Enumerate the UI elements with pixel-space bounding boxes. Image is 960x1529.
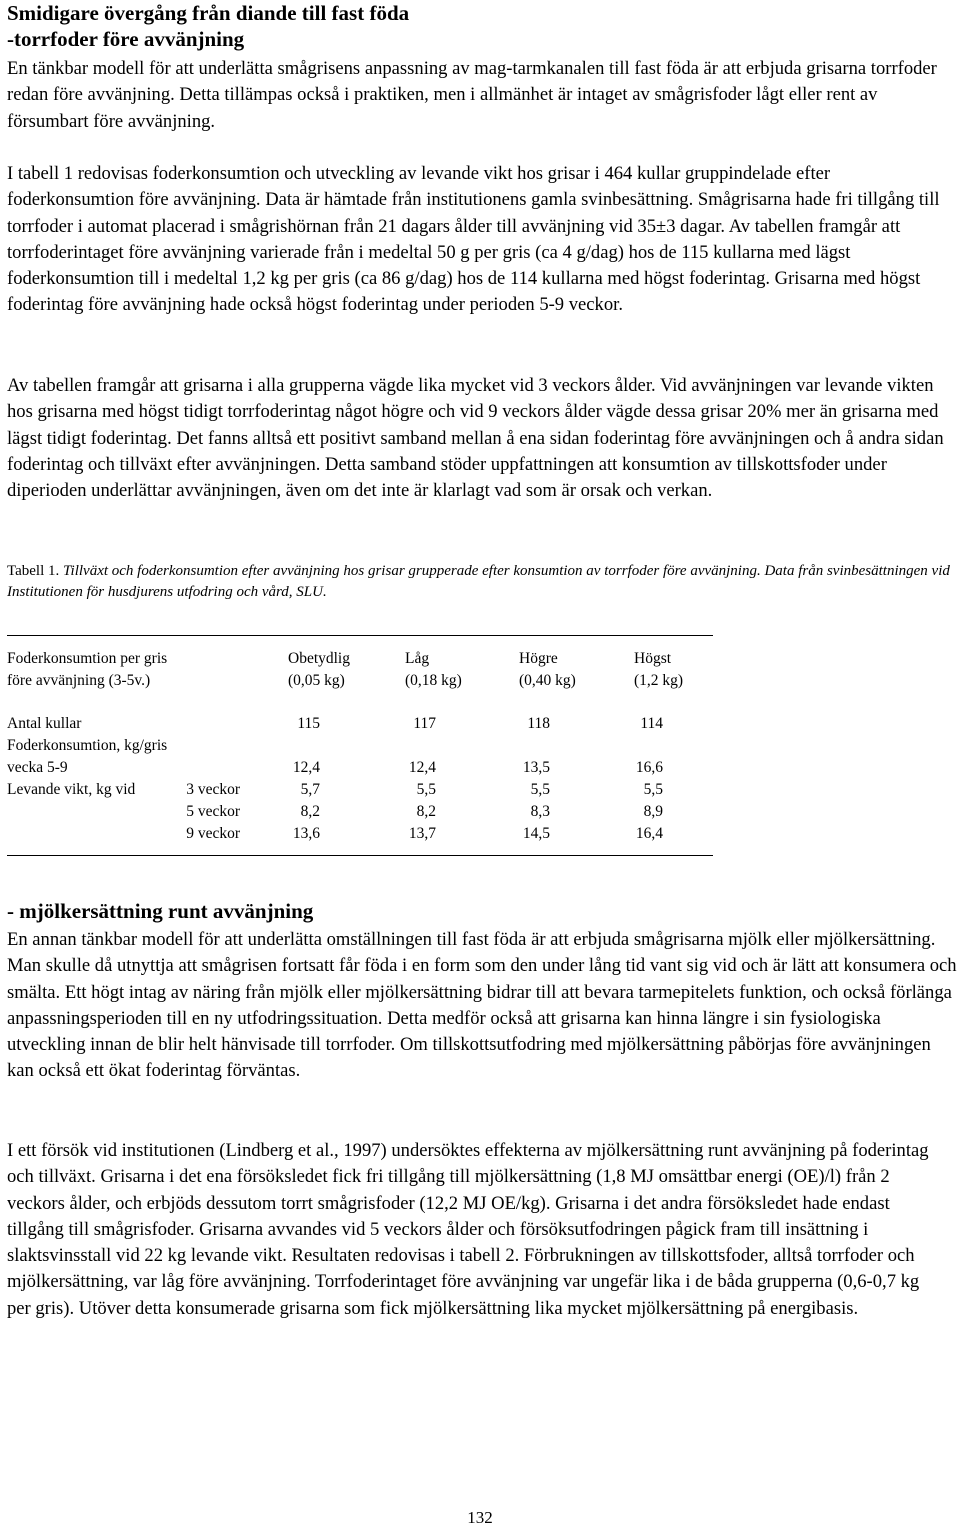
table-cell: 5,5 [416, 781, 436, 798]
table-cell: 12,4 [408, 759, 436, 776]
section-heading-2: - mjölkersättning runt avvänjning [7, 899, 314, 923]
table-cell: 16,4 [635, 825, 663, 842]
paragraph-3: Av tabellen framgår att grisarna i alla grupperna vägde lika mycket vid 3 veckors ålder. Vid avvänjningen var levande vikten hos grisarna med högst tidigt torrfoderintag något högre och vid 9 veckors ålder vägde dessa grisar 20% mer än grisarna med lägst tidigt foderintag. Det fanns alltså ett positivt samband mellan å ena sidan foderintag före avvänjningen och å andra sidan foderintag och tillväxt efter avvänjningen. Detta samband stöder uppfattningen att konsumtion av tillskottsfoder under diperioden underlättar avvänjningen, även om det inte är klarlagt vad som är orsak och verkan. [7, 375, 944, 502]
col-header-amount: (0,18 kg) [405, 672, 462, 689]
table-cell: 115 [297, 715, 320, 732]
table-cell: 114 [640, 715, 663, 732]
table-bottom-rule [7, 855, 713, 856]
row-group-label: Levande vikt, kg vid [7, 781, 136, 798]
header-label-line2: före avvänjning (3-5v.) [7, 672, 151, 689]
table-cell: 13,5 [522, 759, 550, 776]
header-label-line1: Foderkonsumtion per gris [7, 650, 168, 667]
table-cell: 12,4 [292, 759, 320, 776]
data-table [7, 648, 713, 848]
col-header-name: Högre [519, 650, 558, 667]
col-header-name: Högst [634, 650, 672, 667]
paragraph-2: I tabell 1 redovisas foderkonsumtion och utveckling av levande vikt hos grisar i 464 kullar gruppindelade efter foderkonsumtion före avvänjning. Data är hämtade från institutionens gamla svinbesättning. Smågrisarna hade fri tillgång till torrfoder i automat placerad i smågrishörnan från 21 dagars ålder till avvänjning vid 35±3 dagar. Av tabellen framgår att torrfoderintaget före avvänjning varierade från i medeltal 50 g per gris (ca 4 g/dag) hos de 115 kullarna med lägst foderkonsumtion till i medeltal 1,2 kg per gris (ca 86 g/dag) hos de 114 kullarna med högst foderintag. Grisarna med högst foderintag före avvänjning hade också högst foderintag under perioden 5-9 veckor. [7, 163, 940, 316]
section-heading-1 [7, 0, 409, 52]
table-cell: 8,2 [300, 803, 320, 820]
heading-line-1: Smidigare övergång från diande till fast föda [7, 1, 410, 25]
col-header-amount: (0,40 kg) [519, 672, 576, 689]
table-cell: 8,2 [416, 803, 436, 820]
table-cell: 13,6 [292, 825, 320, 842]
col-header-amount: (0,05 kg) [288, 672, 345, 689]
table-cell: 8,3 [530, 803, 550, 820]
table-top-rule [7, 635, 713, 636]
paragraph-5: I ett försök vid institutionen (Lindberg et al., 1997) undersöktes effekterna av mjölkersättning runt avvänjning på foderintag och tillväxt. Grisarna i det ena försöksledet fick fri tillgång till mjölkersättning (1,8 MJ omsättbar energi (OE)/l) från 2 veckors ålder, och erbjöds dessutom torrt smågrisfoder (12,2 MJ OE/kg). Grisarna i det andra försöksledet hade endast tillgång till smågrisfoder. Grisarna avvandes vid 5 veckors ålder och försöksutfodringen pågick fram till insättning i slaktsvinsstall vid 22 kg levande vikt. Resultaten redovisas i tabell 2. Förbrukningen av tillskottsfoder, alltså torrfoder och mjölkersättning, var låg före avvänjning. Torrfoderintaget före avvänjning var ungefär lika i de båda grupperna (0,6-0,7 kg per gris). Utöver detta konsumerade grisarna som fick mjölkersättning lika mycket mjölkersättning på energibasis. [7, 1140, 929, 1319]
col-header-name: Obetydlig [288, 650, 350, 667]
row-label: 5 veckor [186, 803, 240, 820]
row-label: 3 veckor [186, 781, 240, 798]
row-label: vecka 5-9 [7, 759, 68, 776]
table-cell: 117 [413, 715, 436, 732]
heading-line-2: -torrfoder före avvänjning [7, 27, 245, 51]
table-caption [7, 561, 957, 603]
col-header-name: Låg [405, 650, 430, 667]
page-number: 132 [467, 1508, 493, 1527]
table-cell: 5,5 [643, 781, 663, 798]
paragraph-4: En annan tänkbar modell för att underlätta omställningen till fast föda är att erbjuda smågrisarna mjölk eller mjölkersättning. Man skulle då utnyttja att smågrisen fortsatt får föda i en form som den under lång tid vant sig vid och är lätt att konsumera och smälta. Ett högt intag av näring från mjölk eller mjölkersättning bidrar till att bevara tarmepitelets funktion, och också förlänga anpassningsperioden till en ny utfodringssituation. Detta medför också att grisarna kan hinna längre i sin fysiologiska utveckling innan de blir helt hänvisade till torrfoder. Om tillskottsutfodring med mjölkersättning påbörjas före avvänjningen kan också ett ökat foderintag förväntas. [7, 929, 957, 1082]
table-cell: 8,9 [643, 803, 663, 820]
table-caption-text: Tillväxt och foderkonsumtion efter avvänjning hos grisar grupperade efter konsumtion av torrfoder före avvänjning. Data från svinbesättningen vid Institutionen för husdjurens utfodring och vård, SLU. [7, 563, 950, 600]
col-header-amount: (1,2 kg) [634, 672, 684, 689]
row-label: Antal kullar [7, 715, 82, 732]
table-cell: 118 [527, 715, 550, 732]
table-cell: 14,5 [522, 825, 550, 842]
table-caption-label: Tabell 1. [7, 563, 60, 579]
row-group-label: Foderkonsumtion, kg/gris [7, 737, 168, 754]
table-cell: 16,6 [635, 759, 663, 776]
paragraph-1: En tänkbar modell för att underlätta smågrisens anpassning av mag-tarmkanalen till fast föda är att erbjuda grisarna torrfoder redan före avvänjning. Detta tillämpas också i praktiken, men i allmänhet är intaget av smågrisfoder lågt eller rent av försumbart före avvänjning. [7, 58, 937, 132]
table-cell: 13,7 [408, 825, 436, 842]
table-cell: 5,5 [530, 781, 550, 798]
table-cell: 5,7 [300, 781, 320, 798]
row-label: 9 veckor [186, 825, 240, 842]
